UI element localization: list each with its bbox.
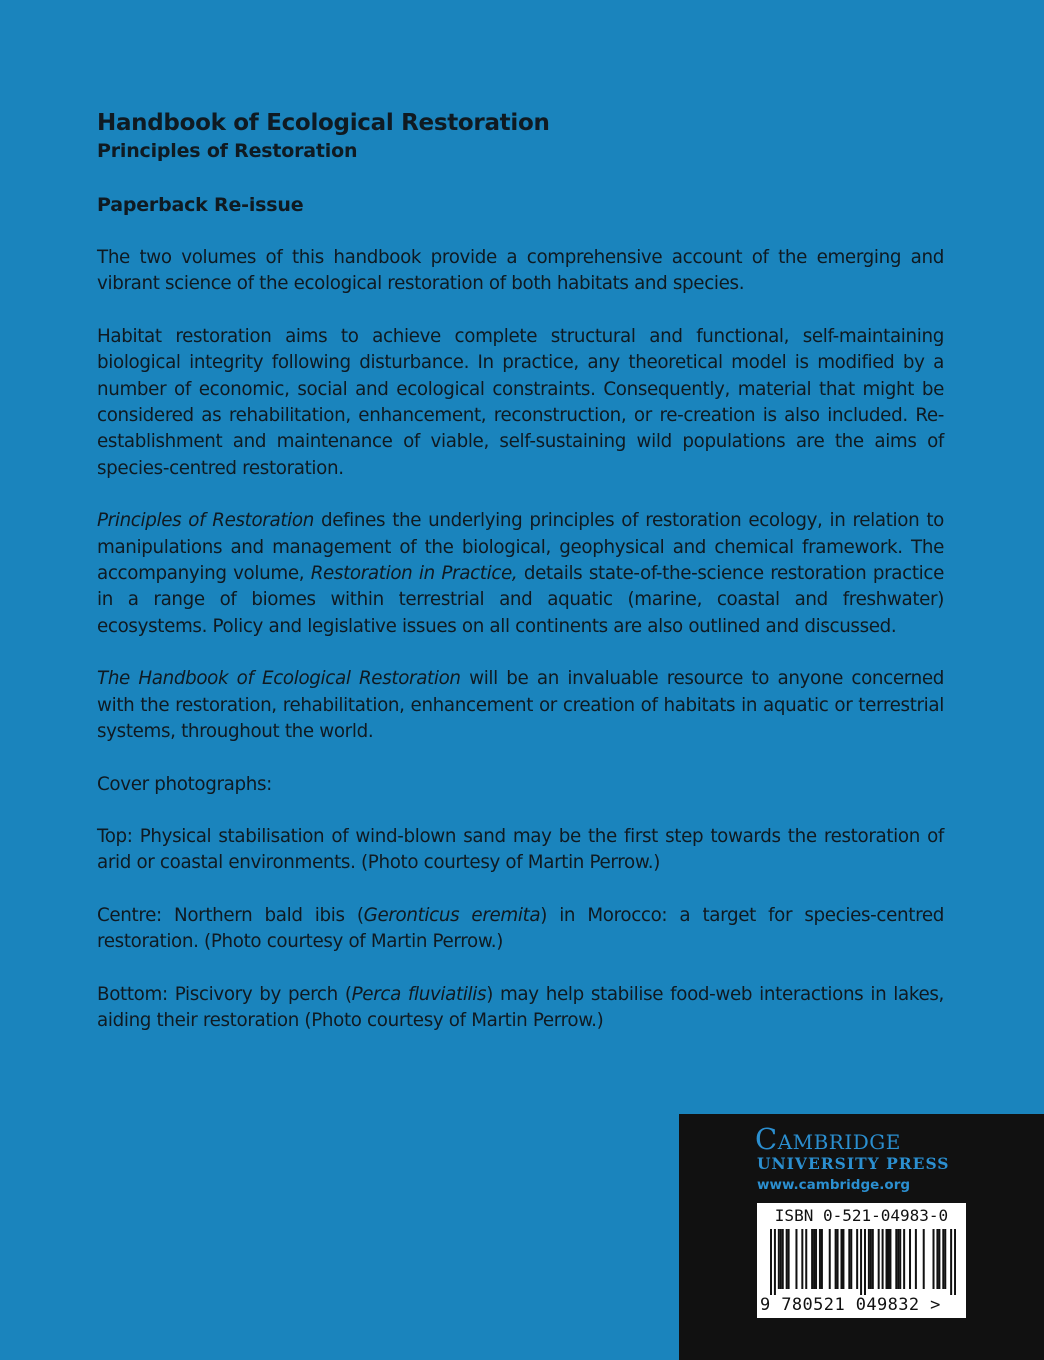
barcode-icon (770, 1229, 956, 1295)
centre-species: Geronticus eremita (363, 904, 541, 926)
barcode-bar (788, 1229, 790, 1289)
publisher-imprint (679, 1114, 1044, 1360)
barcode-bar (821, 1229, 823, 1289)
barcode-bar (819, 1229, 821, 1289)
barcode-bar (813, 1229, 815, 1289)
barcode-bar (770, 1229, 772, 1295)
barcode-bar (835, 1229, 837, 1289)
barcode-bar (950, 1229, 952, 1295)
barcode-bar (815, 1229, 817, 1289)
barcode-bar (889, 1229, 891, 1289)
centre-text-b: ) in Morocco: a target for species-centred restoration. (Photo courtesy of Martin Perrow.) (97, 904, 944, 953)
barcode-panel (757, 1203, 966, 1318)
handbook-paragraph (97, 666, 944, 745)
ean-text: 9 780521 049832 > (760, 1295, 941, 1315)
barcode-bar (954, 1229, 956, 1295)
photo-caption-centre (97, 903, 944, 956)
barcode-bar (840, 1229, 842, 1289)
barcode-bar (774, 1229, 776, 1295)
barcode-bar (886, 1229, 888, 1289)
barcode-bar (909, 1229, 911, 1289)
handbook-title: The Handbook of Ecological Restoration (97, 668, 461, 690)
back-cover-text (97, 108, 944, 1034)
barcode-bar (856, 1229, 858, 1289)
handbook-text: will be an invaluable resource to anyone concerned with the restoration, rehabilitation, enhancement or creation of habitats in aquatic or terrestrial systems, throughout the world. (97, 668, 944, 743)
bottom-text-a: Bottom: Piscivory by perch ( (97, 983, 352, 1005)
principles-text-b: details state-of-the-science restoration practice in a range of biomes within terrestrial and aquatic (marine, coastal and freshwater) ecosystems. Policy and legislative issues on all continents are also outlined and discussed. (97, 563, 944, 637)
barcode-bar (780, 1229, 782, 1289)
barcode-bar (801, 1229, 803, 1289)
photo-caption-top: Top: Physical stabilisation of wind-blown sand may be the first step towards the restoration of arid or coastal environments. (Photo courtesy of Martin Perrow.) (97, 825, 944, 874)
barcode-bar (860, 1229, 862, 1295)
isbn-text: ISBN 0-521-04983-0 (774, 1206, 949, 1225)
barcode-bar (933, 1229, 935, 1289)
barcode-bar (868, 1229, 870, 1289)
practice-title: Restoration in Practice, (310, 563, 518, 585)
intro-paragraph: The two volumes of this handbook provide a comprehensive account of the emerging and vibrant science of the ecological restoration of both habitats and species. (97, 247, 944, 295)
barcode-bar (899, 1229, 901, 1289)
barcode-bar (878, 1229, 880, 1289)
barcode-bar (837, 1229, 839, 1289)
barcode-bar (811, 1229, 813, 1289)
barcode-bar (897, 1229, 899, 1289)
barcode-bar (915, 1229, 917, 1289)
barcode-bar (786, 1229, 788, 1289)
principles-title: Principles of Restoration (97, 510, 314, 532)
principles-text-a: defines the underlying principles of restoration ecology, in relation to manipulations and management of the biological, geophysical and chemical framework. The accompanying volume, (97, 510, 944, 585)
barcode-bar (895, 1229, 897, 1289)
principles-paragraph (97, 508, 944, 640)
barcode-bar (782, 1229, 784, 1289)
book-title: Handbook of Ecological Restoration (97, 110, 550, 136)
barcode-bar (938, 1229, 940, 1289)
barcode-bar (942, 1229, 944, 1289)
barcode-bar (870, 1229, 872, 1289)
barcode-bar (923, 1229, 925, 1289)
publisher-name: Cambridge (755, 1122, 901, 1156)
cover-photos-heading: Cover photographs: (97, 773, 272, 795)
barcode-bar (936, 1229, 938, 1289)
photo-caption-bottom (97, 982, 944, 1035)
barcode-bar (903, 1229, 905, 1289)
bottom-species: Perca fluviatilis (351, 983, 487, 1005)
bottom-text-b: ) may help stabilise food-web interactions in lakes, aiding their restoration (Photo courtesy of Martin Perrow.) (97, 983, 944, 1031)
barcode-bar (848, 1229, 850, 1289)
barcode-bar (842, 1229, 844, 1289)
barcode-bar (805, 1229, 807, 1289)
barcode-bar (864, 1229, 866, 1295)
publisher-url: www.cambridge.org (757, 1177, 911, 1193)
barcode-bar (778, 1229, 780, 1289)
barcode-bar (850, 1229, 852, 1289)
barcode-bar (829, 1229, 831, 1289)
centre-text-a: Centre: Northern bald ibis ( (97, 904, 364, 926)
barcode-bar (944, 1229, 946, 1289)
edition-label: Paperback Re-issue (97, 194, 304, 216)
barcode-bar (872, 1229, 874, 1289)
publisher-subtitle: UNIVERSITY PRESS (757, 1154, 950, 1173)
book-subtitle: Principles of Restoration (97, 140, 358, 162)
barcode-bar (882, 1229, 884, 1289)
habitat-paragraph: Habitat restoration aims to achieve complete structural and functional, self-maintaining biological integrity following disturbance. In practice, any theoretical model is modified by a number of economic, social and ecological constraints. Consequently, material that might be considered as rehabilitation, enhancement, reconstruction, or re-creation is also included. Re-establishment and maintenance of viable, self-sustaining wild populations are the aims of species-centred restoration. (97, 325, 944, 479)
barcode-bar (887, 1229, 889, 1289)
barcode-bar (795, 1229, 797, 1289)
